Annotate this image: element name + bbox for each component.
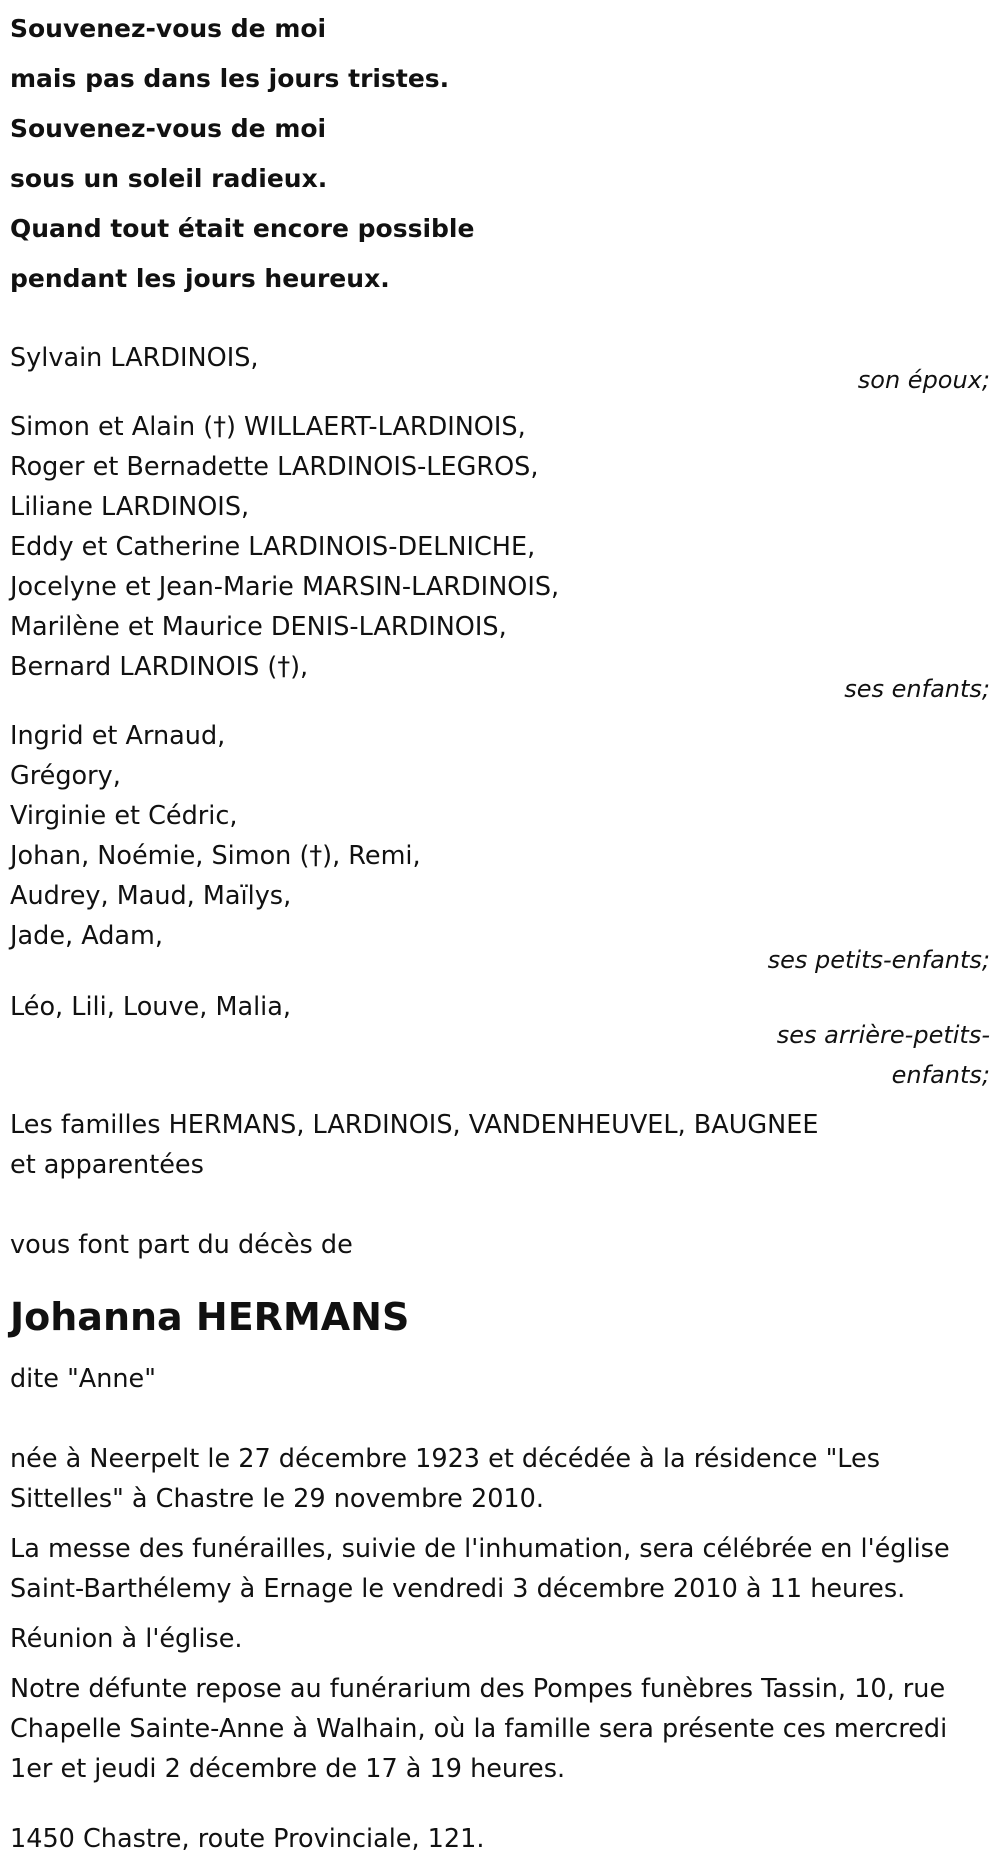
poem-line: Souvenez-vous de moi bbox=[10, 14, 327, 43]
relation-label: son époux; bbox=[857, 366, 990, 394]
poem bbox=[10, 0, 990, 304]
family-member: Grégory, bbox=[10, 761, 121, 791]
family-address: 1450 Chastre, route Provinciale, 121. bbox=[10, 1824, 485, 1854]
relation-label-line: ses arrière-petits- bbox=[776, 1021, 990, 1049]
family-member: Ingrid et Arnaud, bbox=[10, 721, 226, 751]
family-member: Bernard LARDINOIS (†), bbox=[10, 652, 309, 682]
poem-line: sous un soleil radieux. bbox=[10, 164, 328, 193]
grandchildren-group bbox=[10, 716, 990, 977]
family-member: Simon et Alain (†) WILLAERT-LARDINOIS, bbox=[10, 412, 526, 442]
funeral-home-details: Notre défunte repose au funérarium des Pompes funèbres Tassin, 10, rue Chapelle Sainte-Anne à Walhain, où la famille sera présente ces mercredi 1er et jeudi 2 décembre de 17 à 19 heures. bbox=[10, 1674, 948, 1784]
relation-label: ses enfants; bbox=[844, 675, 990, 703]
family-member: Jocelyne et Jean-Marie MARSIN-LARDINOIS, bbox=[10, 572, 560, 602]
poem-line: Quand tout était encore possible bbox=[10, 214, 475, 243]
family-member: Johan, Noémie, Simon (†), Remi, bbox=[10, 841, 421, 871]
meeting-details: Réunion à l'église. bbox=[10, 1624, 243, 1654]
families-line: Les familles HERMANS, LARDINOIS, VANDENHEUVEL, BAUGNEE bbox=[10, 1110, 819, 1140]
family-member: Sylvain LARDINOIS, bbox=[10, 343, 259, 373]
birth-death-details: née à Neerpelt le 27 décembre 1923 et décédée à la résidence "Les Sittelles" à Chastre le 29 novembre 2010. bbox=[10, 1444, 881, 1514]
children-group bbox=[10, 407, 990, 706]
poem-line: pendant les jours heureux. bbox=[10, 264, 390, 293]
deceased-name: Johanna HERMANS bbox=[10, 1295, 410, 1339]
family-member: Audrey, Maud, Maïlys, bbox=[10, 881, 292, 911]
family-member: Léo, Lili, Louve, Malia, bbox=[10, 992, 291, 1022]
relation-label bbox=[10, 1015, 990, 1095]
poem-line: mais pas dans les jours tristes. bbox=[10, 64, 450, 93]
relation-label-line: enfants; bbox=[891, 1061, 990, 1089]
family-member: Jade, Adam, bbox=[10, 921, 163, 951]
families-statement bbox=[10, 1105, 990, 1185]
deceased-nickname: dite "Anne" bbox=[10, 1364, 156, 1394]
poem-line: Souvenez-vous de moi bbox=[10, 114, 327, 143]
families-line: et apparentées bbox=[10, 1150, 204, 1180]
family-member: Marilène et Maurice DENIS-LARDINOIS, bbox=[10, 612, 507, 642]
relation-label: ses petits-enfants; bbox=[767, 946, 990, 974]
funeral-mass-details: La messe des funérailles, suivie de l'inhumation, sera célébrée en l'église Saint-Barthélemy à Ernage le vendredi 3 décembre 2010 à 11 heures. bbox=[10, 1534, 950, 1604]
family-member: Roger et Bernadette LARDINOIS-LEGROS, bbox=[10, 452, 539, 482]
great-grandchildren-group bbox=[10, 987, 990, 1095]
family-member: Eddy et Catherine LARDINOIS-DELNICHE, bbox=[10, 532, 536, 562]
family-member: Liliane LARDINOIS, bbox=[10, 492, 250, 522]
family-member: Virginie et Cédric, bbox=[10, 801, 238, 831]
announcement-intro: vous font part du décès de bbox=[10, 1230, 353, 1260]
spouse-group bbox=[10, 338, 990, 397]
